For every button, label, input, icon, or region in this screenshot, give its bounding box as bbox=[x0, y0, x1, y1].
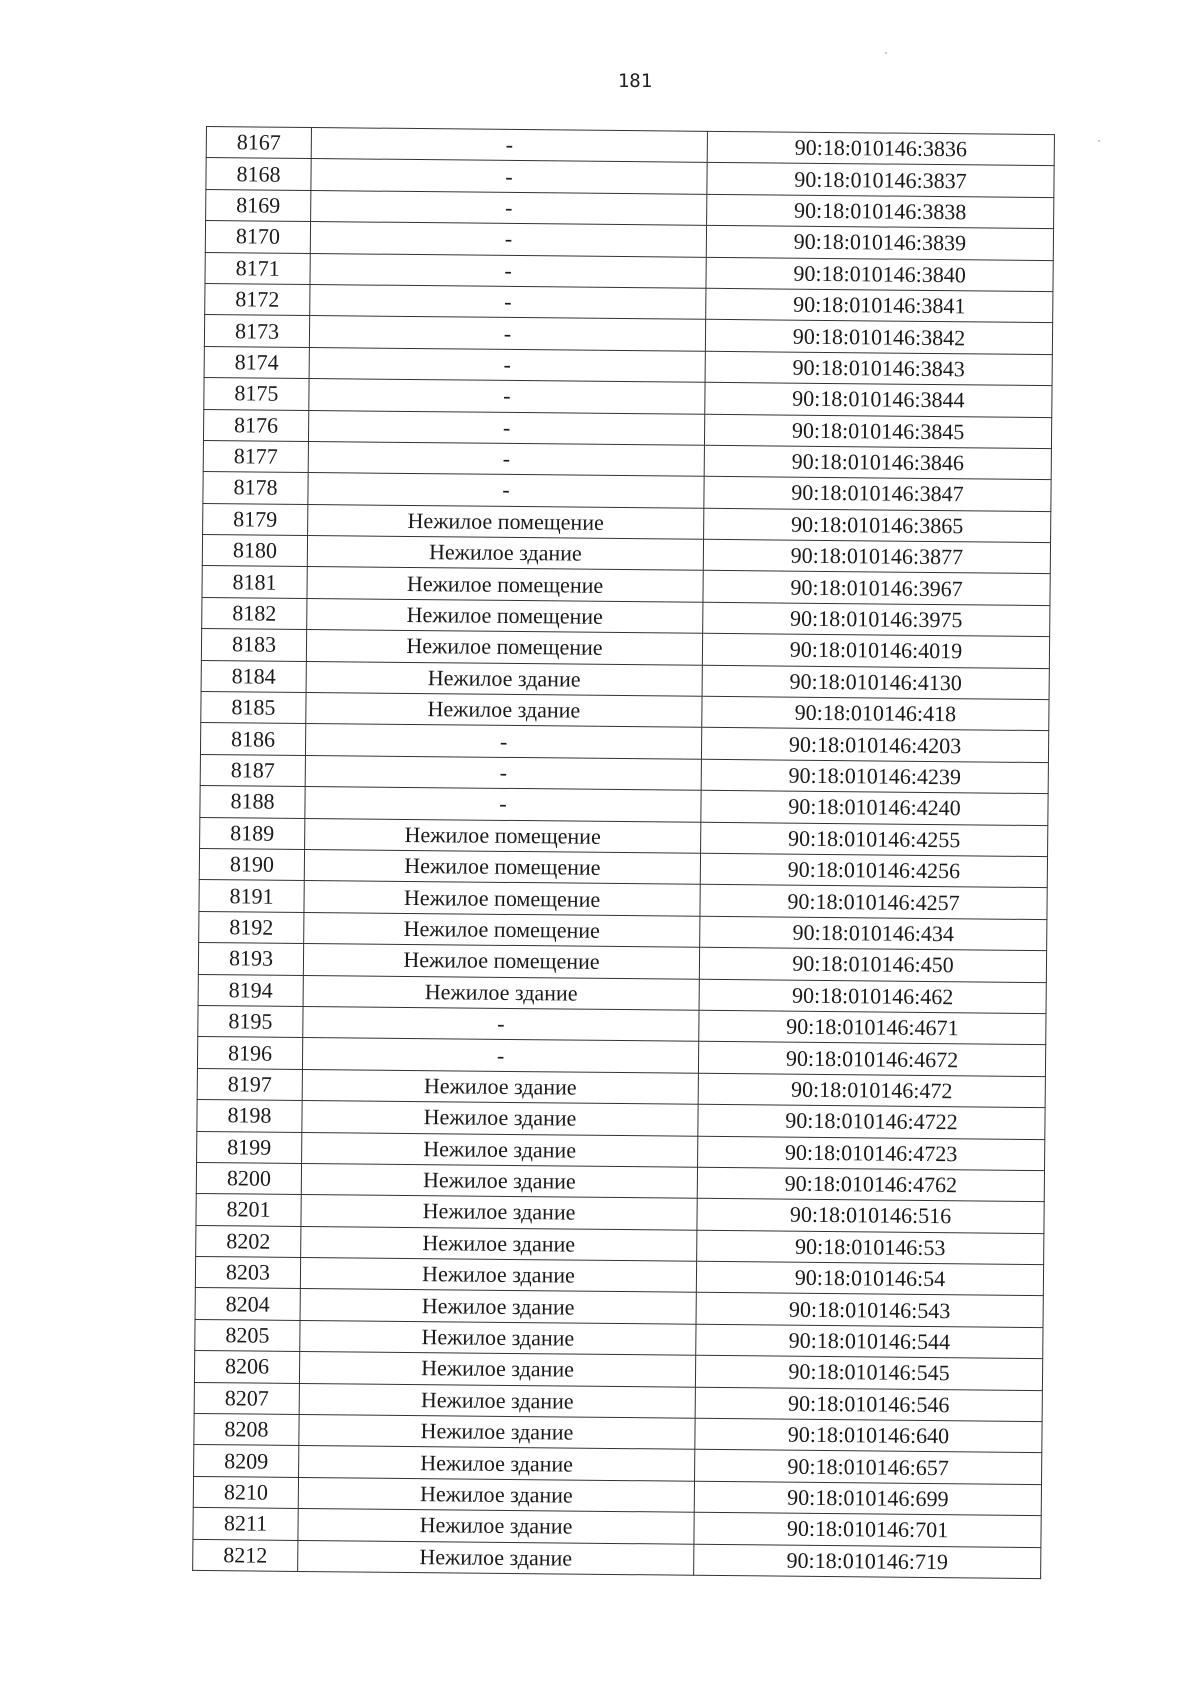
cadastral-number-cell: 90:18:010146:719 bbox=[694, 1544, 1041, 1579]
registry-table bbox=[192, 126, 1055, 1579]
row-number-cell: 8212 bbox=[193, 1539, 298, 1571]
table-row bbox=[193, 1539, 1041, 1579]
scan-speck bbox=[885, 52, 887, 54]
object-type-cell: - bbox=[311, 159, 707, 194]
object-type-cell: Нежилое здание bbox=[300, 1258, 696, 1293]
object-type-cell: - bbox=[310, 222, 706, 257]
object-type-cell: Нежилое здание bbox=[306, 693, 702, 728]
cadastral-number-cell: 90:18:010146:3967 bbox=[703, 571, 1050, 606]
row-number-cell: 8207 bbox=[194, 1382, 299, 1414]
cadastral-number-cell: 90:18:010146:472 bbox=[698, 1073, 1045, 1108]
object-type-cell: Нежилое здание bbox=[300, 1320, 696, 1355]
object-type-cell: Нежилое здание bbox=[298, 1509, 694, 1544]
object-type-cell: Нежилое здание bbox=[303, 975, 699, 1010]
object-type-cell: - bbox=[303, 1006, 699, 1041]
cadastral-number-cell: 90:18:010146:3838 bbox=[707, 194, 1054, 229]
row-number-cell: 8199 bbox=[197, 1131, 302, 1163]
row-number-cell: 8206 bbox=[194, 1351, 299, 1383]
cadastral-number-cell: 90:18:010146:544 bbox=[696, 1324, 1043, 1359]
row-number-cell: 8177 bbox=[203, 440, 308, 472]
row-number-cell: 8176 bbox=[203, 409, 308, 441]
object-type-cell: Нежилое помещение bbox=[306, 630, 702, 665]
row-number-cell: 8182 bbox=[202, 597, 307, 629]
object-type-cell: Нежилое помещение bbox=[304, 912, 700, 947]
row-number-cell: 8195 bbox=[198, 1005, 303, 1037]
cadastral-number-cell: 90:18:010146:546 bbox=[695, 1387, 1042, 1422]
cadastral-number-cell: 90:18:010146:4239 bbox=[701, 759, 1048, 794]
row-number-cell: 8208 bbox=[194, 1413, 299, 1445]
row-number-cell: 8187 bbox=[200, 754, 305, 786]
row-number-cell: 8210 bbox=[193, 1476, 298, 1508]
object-type-cell: Нежилое помещение bbox=[308, 504, 704, 539]
object-type-cell: Нежилое помещение bbox=[307, 598, 703, 633]
row-number-cell: 8183 bbox=[201, 629, 306, 661]
object-type-cell: Нежилое помещение bbox=[304, 881, 700, 916]
cadastral-number-cell: 90:18:010146:3836 bbox=[707, 131, 1054, 166]
row-number-cell: 8178 bbox=[203, 472, 308, 504]
object-type-cell: Нежилое помещение bbox=[304, 849, 700, 884]
object-type-cell: - bbox=[308, 441, 704, 476]
cadastral-number-cell: 90:18:010146:4762 bbox=[697, 1167, 1044, 1202]
cadastral-number-cell: 90:18:010146:3865 bbox=[704, 508, 1051, 543]
row-number-cell: 8174 bbox=[204, 346, 309, 378]
row-number-cell: 8202 bbox=[196, 1225, 301, 1257]
object-type-cell: - bbox=[311, 128, 707, 163]
object-type-cell: - bbox=[305, 787, 701, 822]
cadastral-number-cell: 90:18:010146:4671 bbox=[699, 1010, 1046, 1045]
row-number-cell: 8185 bbox=[201, 692, 306, 724]
row-number-cell: 8173 bbox=[204, 315, 309, 347]
row-number-cell: 8198 bbox=[197, 1100, 302, 1132]
row-number-cell: 8171 bbox=[205, 252, 310, 284]
row-number-cell: 8197 bbox=[197, 1068, 302, 1100]
object-type-cell: Нежилое здание bbox=[307, 536, 703, 571]
cadastral-number-cell: 90:18:010146:450 bbox=[699, 947, 1046, 982]
object-type-cell: Нежилое здание bbox=[306, 661, 702, 696]
row-number-cell: 8194 bbox=[198, 974, 303, 1006]
row-number-cell: 8192 bbox=[199, 911, 304, 943]
row-number-cell: 8211 bbox=[193, 1508, 298, 1540]
row-number-cell: 8204 bbox=[195, 1288, 300, 1320]
row-number-cell: 8175 bbox=[204, 378, 309, 410]
row-number-cell: 8209 bbox=[194, 1445, 299, 1477]
object-type-cell: Нежилое здание bbox=[299, 1352, 695, 1387]
cadastral-number-cell: 90:18:010146:516 bbox=[697, 1199, 1044, 1234]
object-type-cell: Нежилое здание bbox=[302, 1069, 698, 1104]
object-type-cell: - bbox=[309, 316, 705, 351]
row-number-cell: 8169 bbox=[206, 189, 311, 221]
row-number-cell: 8191 bbox=[199, 880, 304, 912]
registry-table-body bbox=[193, 127, 1055, 1579]
object-type-cell: Нежилое здание bbox=[298, 1477, 694, 1512]
cadastral-number-cell: 90:18:010146:3845 bbox=[704, 414, 1051, 449]
object-type-cell: Нежилое здание bbox=[299, 1446, 695, 1481]
row-number-cell: 8201 bbox=[196, 1194, 301, 1226]
cadastral-number-cell: 90:18:010146:3846 bbox=[704, 445, 1051, 480]
cadastral-number-cell: 90:18:010146:53 bbox=[697, 1230, 1044, 1265]
object-type-cell: Нежилое здание bbox=[302, 1132, 698, 1167]
cadastral-number-cell: 90:18:010146:4672 bbox=[698, 1042, 1045, 1077]
cadastral-number-cell: 90:18:010146:545 bbox=[695, 1355, 1042, 1390]
cadastral-number-cell: 90:18:010146:699 bbox=[694, 1481, 1041, 1516]
row-number-cell: 8181 bbox=[202, 566, 307, 598]
cadastral-number-cell: 90:18:010146:3877 bbox=[703, 539, 1050, 574]
scan-speck bbox=[1098, 140, 1100, 142]
object-type-cell: - bbox=[309, 379, 705, 414]
row-number-cell: 8186 bbox=[200, 723, 305, 755]
row-number-cell: 8188 bbox=[200, 786, 305, 818]
object-type-cell: - bbox=[308, 410, 704, 445]
cadastral-number-cell: 90:18:010146:4256 bbox=[700, 853, 1047, 888]
object-type-cell: Нежилое помещение bbox=[305, 818, 701, 853]
row-number-cell: 8168 bbox=[206, 158, 311, 190]
row-number-cell: 8193 bbox=[198, 943, 303, 975]
cadastral-number-cell: 90:18:010146:3975 bbox=[703, 602, 1050, 637]
object-type-cell: Нежилое здание bbox=[299, 1383, 695, 1418]
cadastral-number-cell: 90:18:010146:3840 bbox=[706, 257, 1053, 292]
cadastral-number-cell: 90:18:010146:4130 bbox=[702, 665, 1049, 700]
row-number-cell: 8205 bbox=[195, 1319, 300, 1351]
cadastral-number-cell: 90:18:010146:3841 bbox=[706, 288, 1053, 323]
object-type-cell: - bbox=[311, 190, 707, 225]
row-number-cell: 8170 bbox=[205, 221, 310, 253]
cadastral-number-cell: 90:18:010146:3843 bbox=[705, 351, 1052, 386]
cadastral-number-cell: 90:18:010146:3839 bbox=[706, 225, 1053, 260]
object-type-cell: - bbox=[310, 284, 706, 319]
cadastral-number-cell: 90:18:010146:3847 bbox=[704, 477, 1051, 512]
object-type-cell: Нежилое здание bbox=[299, 1414, 695, 1449]
cadastral-number-cell: 90:18:010146:4723 bbox=[698, 1136, 1045, 1171]
object-type-cell: Нежилое помещение bbox=[307, 567, 703, 602]
row-number-cell: 8179 bbox=[203, 503, 308, 535]
object-type-cell: Нежилое здание bbox=[301, 1195, 697, 1230]
cadastral-number-cell: 90:18:010146:4257 bbox=[700, 885, 1047, 920]
cadastral-number-cell: 90:18:010146:4240 bbox=[701, 790, 1048, 825]
row-number-cell: 8189 bbox=[200, 817, 305, 849]
object-type-cell: Нежилое здание bbox=[302, 1101, 698, 1136]
row-number-cell: 8196 bbox=[197, 1037, 302, 1069]
row-number-cell: 8200 bbox=[196, 1162, 301, 1194]
cadastral-number-cell: 90:18:010146:4722 bbox=[698, 1104, 1045, 1139]
object-type-cell: - bbox=[305, 724, 701, 759]
row-number-cell: 8180 bbox=[202, 535, 307, 567]
object-type-cell: - bbox=[305, 755, 701, 790]
row-number-cell: 8172 bbox=[205, 283, 310, 315]
object-type-cell: - bbox=[302, 1038, 698, 1073]
cadastral-number-cell: 90:18:010146:543 bbox=[696, 1293, 1043, 1328]
cadastral-number-cell: 90:18:010146:4255 bbox=[701, 822, 1048, 857]
object-type-cell: Нежилое здание bbox=[300, 1289, 696, 1324]
row-number-cell: 8190 bbox=[199, 848, 304, 880]
object-type-cell: - bbox=[310, 253, 706, 288]
row-number-cell: 8184 bbox=[201, 660, 306, 692]
cadastral-number-cell: 90:18:010146:4203 bbox=[701, 728, 1048, 763]
object-type-cell: Нежилое здание bbox=[301, 1226, 697, 1261]
cadastral-number-cell: 90:18:010146:3844 bbox=[705, 382, 1052, 417]
cadastral-number-cell: 90:18:010146:418 bbox=[702, 696, 1049, 731]
object-type-cell: Нежилое помещение bbox=[303, 944, 699, 979]
object-type-cell: - bbox=[308, 473, 704, 508]
page-number: 181 bbox=[617, 70, 653, 92]
cadastral-number-cell: 90:18:010146:640 bbox=[695, 1418, 1042, 1453]
row-number-cell: 8167 bbox=[206, 127, 311, 159]
cadastral-number-cell: 90:18:010146:657 bbox=[695, 1450, 1042, 1485]
cadastral-number-cell: 90:18:010146:3837 bbox=[707, 163, 1054, 198]
object-type-cell: Нежилое здание bbox=[301, 1163, 697, 1198]
cadastral-number-cell: 90:18:010146:701 bbox=[694, 1512, 1041, 1547]
cadastral-number-cell: 90:18:010146:3842 bbox=[705, 320, 1052, 355]
object-type-cell: Нежилое здание bbox=[298, 1540, 694, 1575]
cadastral-number-cell: 90:18:010146:462 bbox=[699, 979, 1046, 1014]
row-number-cell: 8203 bbox=[195, 1257, 300, 1289]
object-type-cell: - bbox=[309, 347, 705, 382]
cadastral-number-cell: 90:18:010146:434 bbox=[700, 916, 1047, 951]
cadastral-number-cell: 90:18:010146:4019 bbox=[702, 634, 1049, 669]
cadastral-number-cell: 90:18:010146:54 bbox=[696, 1261, 1043, 1296]
